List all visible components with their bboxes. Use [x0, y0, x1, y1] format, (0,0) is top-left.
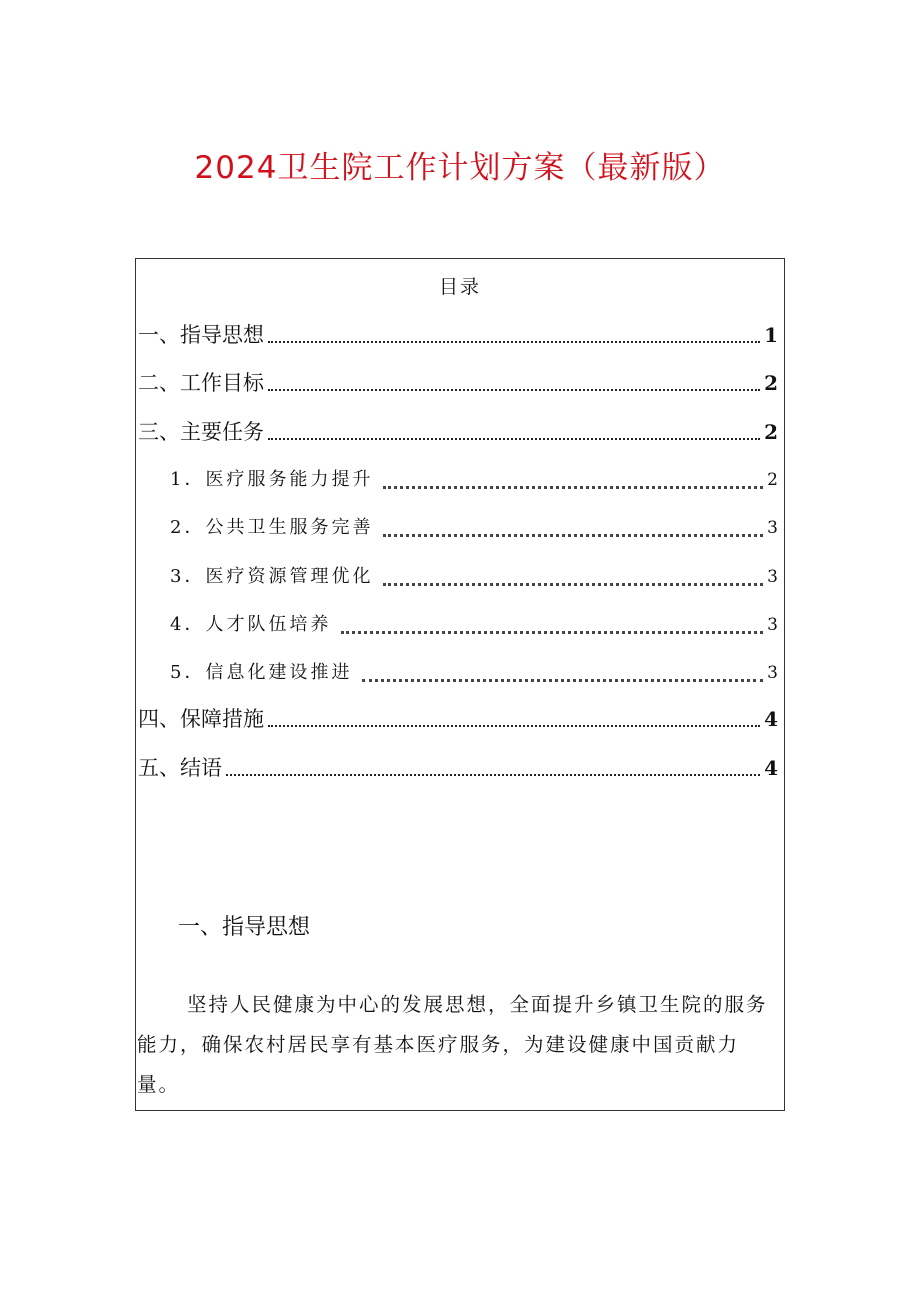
toc-entry-page: 2 — [764, 420, 778, 444]
document-title: 2024卫生院工作计划方案（最新版） — [194, 150, 726, 186]
toc-entry-main-tasks[interactable] — [138, 415, 778, 449]
toc-entry-page: 2 — [764, 371, 778, 395]
toc-entry-page: 3 — [767, 518, 778, 538]
toc-entry-safeguards[interactable] — [138, 702, 778, 736]
toc-entry-label: 二、工作目标 — [138, 371, 264, 395]
toc-entry-work-goals[interactable] — [138, 366, 778, 400]
toc-entry-label: 1．医疗服务能力提升 — [170, 469, 374, 490]
toc-entry-page: 3 — [767, 615, 778, 635]
toc-subentry-talent-training[interactable] — [170, 609, 778, 641]
body-paragraph: 坚持人民健康为中心的发展思想，全面提升乡镇卫生院的服务能力，确保农村居民享有基本医疗服务，为建设健康中国贡献力量。 — [137, 993, 768, 1096]
toc-entry-page: 3 — [767, 663, 778, 683]
toc-entry-label: 3．医疗资源管理优化 — [170, 566, 374, 587]
toc-subentry-resource-management[interactable] — [170, 561, 778, 593]
toc-subentry-informatization[interactable] — [170, 657, 778, 689]
toc-entry-page: 2 — [767, 470, 778, 490]
toc-dot-leader — [268, 341, 760, 343]
toc-entry-conclusion[interactable] — [138, 751, 778, 785]
toc-entry-label: 一、指导思想 — [138, 323, 264, 347]
toc-entry-guiding-ideology[interactable] — [138, 318, 778, 352]
toc-dot-leader — [268, 725, 760, 727]
toc-entry-label: 三、主要任务 — [138, 420, 264, 444]
toc-dot-leader — [268, 438, 760, 440]
toc-entry-label: 2．公共卫生服务完善 — [170, 517, 374, 538]
toc-entry-label: 4．人才队伍培养 — [170, 614, 332, 635]
toc-subentry-public-health[interactable] — [170, 512, 778, 544]
toc-dot-leader — [226, 774, 760, 776]
toc-entry-page: 3 — [767, 567, 778, 587]
toc-dot-leader — [268, 389, 760, 391]
toc-entry-label: 五、结语 — [138, 756, 222, 780]
section-heading: 一、指导思想 — [178, 915, 311, 940]
toc-dot-leader — [362, 679, 763, 682]
toc-subentry-medical-service[interactable] — [170, 464, 778, 496]
toc-entry-page: 1 — [764, 323, 778, 347]
toc-heading: 目录 — [438, 276, 481, 298]
toc-entry-page: 4 — [764, 756, 778, 780]
toc-dot-leader — [383, 583, 763, 586]
toc-entry-label: 5．信息化建设推进 — [170, 662, 353, 683]
toc-dot-leader — [341, 631, 763, 634]
toc-dot-leader — [383, 486, 763, 489]
toc-entry-page: 4 — [764, 707, 778, 731]
toc-entry-label: 四、保障措施 — [138, 707, 264, 731]
toc-dot-leader — [383, 534, 763, 537]
